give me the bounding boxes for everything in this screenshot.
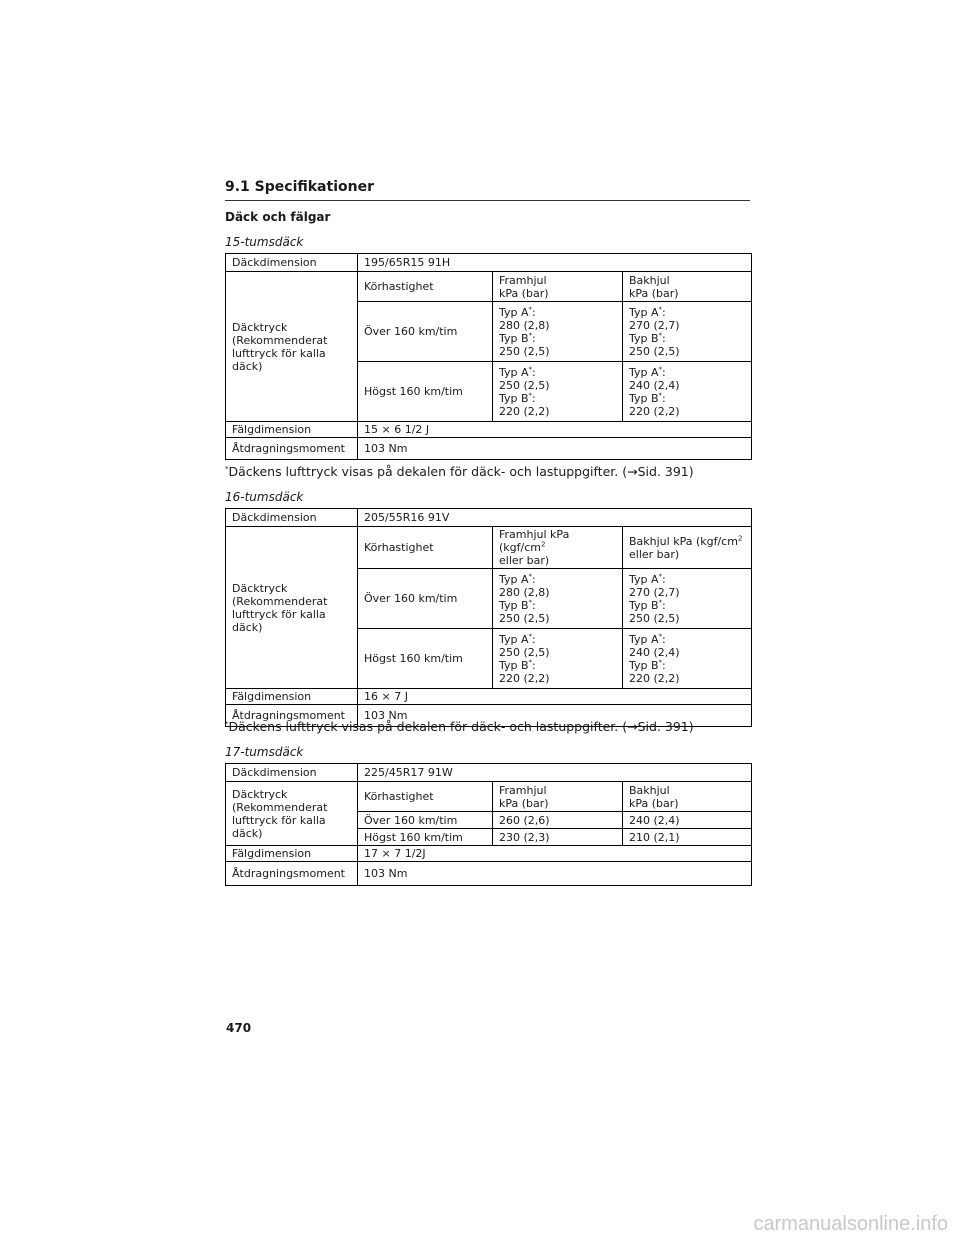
tire-size-value: 225/45R17 91W [358,764,752,782]
tire-size-label: Däckdimension [226,254,358,272]
max-rear-cell: Typ A*: 240 (2,4) Typ B*: 220 (2,2) [623,629,752,689]
tire-size-value: 205/55R16 91V [358,509,752,527]
rear-header: Bakhjul kPa (bar) [623,782,752,812]
footnote-15: *Däckens lufttryck visas på dekalen för däck- och lastuppgifter. (→Sid. 391) [225,464,694,479]
torque-value: 103 Nm [358,438,752,460]
max-rear-cell: Typ A*: 240 (2,4) Typ B*: 220 (2,2) [623,362,752,422]
over-front-cell: Typ A*: 280 (2,8) Typ B*: 250 (2,5) [493,302,623,362]
subheading: Däck och fälgar [225,210,331,224]
row-max-160: Högst 160 km/tim [358,629,493,689]
rear-header: Bakhjul kPa (bar) [623,272,752,302]
front-header: Framhjul kPa ($kgf/cm^2$ eller bar) [493,527,623,569]
tire-size-value: 195/65R15 91H [358,254,752,272]
table-title-17: 17-tumsdäck [225,745,304,759]
speed-header: Körhastighet [358,782,493,812]
rim-label: Fälgdimension [226,846,358,862]
rim-label: Fälgdimension [226,422,358,438]
torque-label: Åtdragningsmoment [226,705,358,727]
max-front-cell: 230 (2,3) [493,829,623,846]
over-front-cell: 260 (2,6) [493,812,623,829]
rim-value: 16 × 7 J [358,689,752,705]
torque-value: 103 Nm [358,862,752,886]
tire-size-label: Däckdimension [226,764,358,782]
spec-table-17 [225,763,752,886]
max-rear-cell: 210 (2,1) [623,829,752,846]
torque-label: Åtdragningsmoment [226,438,358,460]
table-title-15: 15-tumsdäck [225,235,304,249]
pressure-label: Däcktryck (Rekommenderat lufttryck för kalla däck) [226,272,358,422]
front-header: Framhjul kPa (bar) [493,782,623,812]
section-title: 9.1 Specifikationer [225,179,374,195]
speed-header: Körhastighet [358,527,493,569]
table-title-16: 16-tumsdäck [225,490,304,504]
pressure-label: Däcktryck (Rekommenderat lufttryck för kalla däck) [226,527,358,689]
footnote-16: *Däckens lufttryck visas på dekalen för däck- och lastuppgifter. (→Sid. 391) [225,719,694,734]
front-header: Framhjul kPa (bar) [493,272,623,302]
page-number: 470 [226,1021,252,1035]
rear-header: Bakhjul kPa ($kgf/cm^2$ eller bar) [623,527,752,569]
row-over-160: Över 160 km/tim [358,302,493,362]
row-over-160: Över 160 km/tim [358,812,493,829]
speed-header: Körhastighet [358,272,493,302]
row-max-160: Högst 160 km/tim [358,829,493,846]
spec-table-15 [225,253,752,460]
rim-value: 15 × 6 1/2 J [358,422,752,438]
row-over-160: Över 160 km/tim [358,569,493,629]
row-max-160: Högst 160 km/tim [358,362,493,422]
over-rear-cell: Typ A*: 270 (2,7) Typ B*: 250 (2,5) [623,569,752,629]
max-front-cell: Typ A*: 250 (2,5) Typ B*: 220 (2,2) [493,629,623,689]
pressure-label: Däcktryck (Rekommenderat lufttryck för kalla däck) [226,782,358,846]
spec-table-16 [225,508,752,727]
section-header [225,178,750,201]
rim-label: Fälgdimension [226,689,358,705]
max-front-cell: Typ A*: 250 (2,5) Typ B*: 220 (2,2) [493,362,623,422]
watermark: carmanualsonline.info [753,1213,948,1235]
over-front-cell: Typ A*: 280 (2,8) Typ B*: 250 (2,5) [493,569,623,629]
tire-size-label: Däckdimension [226,509,358,527]
over-rear-cell: Typ A*: 270 (2,7) Typ B*: 250 (2,5) [623,302,752,362]
torque-value: 103 Nm [358,705,752,727]
rim-value: 17 × 7 1/2J [358,846,752,862]
over-rear-cell: 240 (2,4) [623,812,752,829]
torque-label: Åtdragningsmoment [226,862,358,886]
